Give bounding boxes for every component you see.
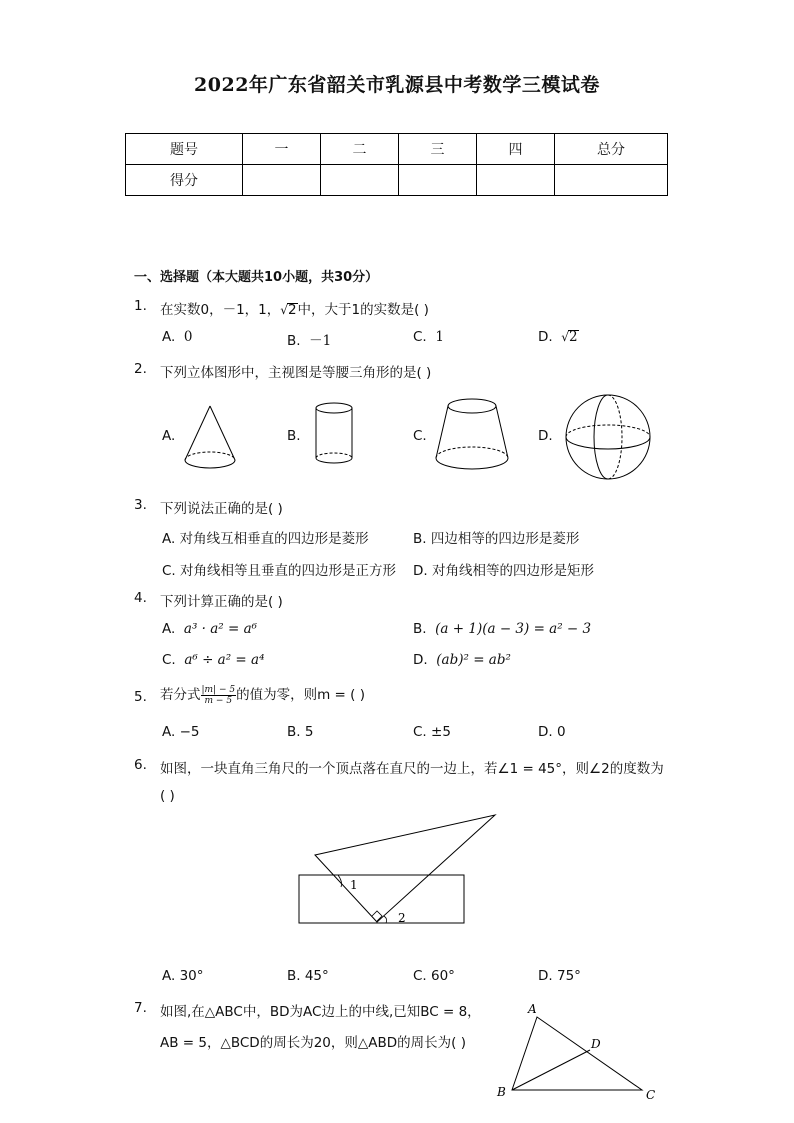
score-table-header-row (126, 134, 668, 165)
question-stem: 如图，一块直角三角尺的一个顶点落在直尺的一边上，若∠1 = 45°，则∠2的度数为 (160, 761, 664, 777)
vertex-d-label: D (591, 1037, 601, 1051)
question-stem-cont: AB = 5，△BCD的周长为20，则△ABD的周长为( ) (160, 1035, 466, 1051)
option-b[interactable]: B. －1 (287, 333, 332, 349)
question-number: 6. (134, 757, 147, 773)
table-cell: 四 (477, 134, 555, 165)
question-stem: 如图,在△ABC中，BD为AC边上的中线,已知BC = 8， (160, 1004, 481, 1020)
question-number: 5. (134, 689, 147, 705)
option-a[interactable]: A. 30° (162, 968, 204, 984)
frustum-icon (432, 396, 512, 478)
option-d[interactable]: D. (538, 428, 553, 444)
score-table-row (126, 165, 668, 196)
score-input-cell[interactable] (399, 165, 477, 196)
vertex-b-label: B (497, 1085, 506, 1099)
fraction: $\frac{|m| - 5}{m - 5}$ (201, 684, 236, 706)
cone-icon (180, 402, 240, 474)
option-a[interactable]: A. 对角线互相垂直的四边形是菱形 (162, 531, 369, 547)
option-c[interactable]: C. 1 (413, 329, 444, 345)
option-c[interactable]: C. a⁶ ÷ a² = a⁴ (162, 652, 265, 668)
option-c[interactable]: C. (413, 428, 427, 444)
option-b[interactable]: B. 四边相等的四边形是菱形 (413, 531, 580, 547)
angle-2-label: 2 (398, 911, 406, 925)
option-a[interactable]: A. 0 (162, 329, 193, 345)
option-d[interactable]: D. √2 (538, 329, 578, 345)
vertex-c-label: C (646, 1088, 656, 1102)
question-stem: 下列计算正确的是( ) (160, 594, 283, 610)
option-b[interactable]: B. (287, 428, 301, 444)
question-number: 4. (134, 590, 147, 606)
score-input-cell[interactable] (321, 165, 399, 196)
option-c[interactable]: C. 对角线相等且垂直的四边形是正方形 (162, 563, 397, 579)
option-a[interactable]: A. −5 (162, 724, 200, 740)
set-square-shape (315, 815, 495, 922)
page-title: 2022年广东省韶关市乳源县中考数学三模试卷 (194, 74, 600, 96)
score-input-cell[interactable] (555, 165, 668, 196)
score-table (125, 133, 668, 196)
option-d[interactable]: D. 对角线相等的四边形是矩形 (413, 563, 594, 579)
table-cell: 二 (321, 134, 399, 165)
table-cell: 一 (243, 134, 321, 165)
sphere-icon (562, 392, 654, 482)
question-number: 3. (134, 497, 147, 513)
option-b[interactable]: B. 45° (287, 968, 329, 984)
option-b[interactable]: B. 5 (287, 724, 314, 740)
option-b[interactable]: B. (a + 1)(a − 3) = a² − 3 (413, 621, 592, 637)
vertex-a-label: A (528, 1002, 537, 1016)
angle-1-label: 1 (350, 878, 358, 892)
cylinder-icon (312, 400, 356, 472)
option-d[interactable]: D. (ab)² = ab² (413, 652, 511, 668)
triangle-ruler-figure (296, 812, 468, 930)
table-cell: 总分 (555, 134, 668, 165)
option-d[interactable]: D. 75° (538, 968, 581, 984)
question-stem: 下列立体图形中，主视图是等腰三角形的是( ) (160, 365, 432, 381)
table-cell: 三 (399, 134, 477, 165)
table-cell: 题号 (126, 134, 243, 165)
option-a[interactable]: A. a³ · a² = a⁶ (162, 621, 258, 637)
option-a[interactable]: A. (162, 428, 176, 444)
question-number: 1. (134, 298, 147, 314)
question-stem: 在实数0，－1，1，√2中，大于1的实数是( ) (160, 302, 429, 318)
score-input-cell[interactable] (243, 165, 321, 196)
question-stem: 下列说法正确的是( ) (160, 501, 283, 517)
score-input-cell[interactable] (477, 165, 555, 196)
option-d[interactable]: D. 0 (538, 724, 566, 740)
option-c[interactable]: C. 60° (413, 968, 455, 984)
option-c[interactable]: C. ±5 (413, 724, 451, 740)
question-stem: 若分式 $\frac{|m| - 5}{m - 5}$ 的值为零，则m = ( ) (160, 684, 365, 706)
triangle-abc-figure (494, 1000, 664, 1105)
table-cell: 得分 (126, 165, 243, 196)
question-number: 2. (134, 361, 147, 377)
section-heading: 一、选择题（本大题共10小题，共30分） (134, 270, 379, 285)
question-number: 7. (134, 1000, 147, 1016)
question-stem-cont: ( ) (160, 788, 175, 804)
